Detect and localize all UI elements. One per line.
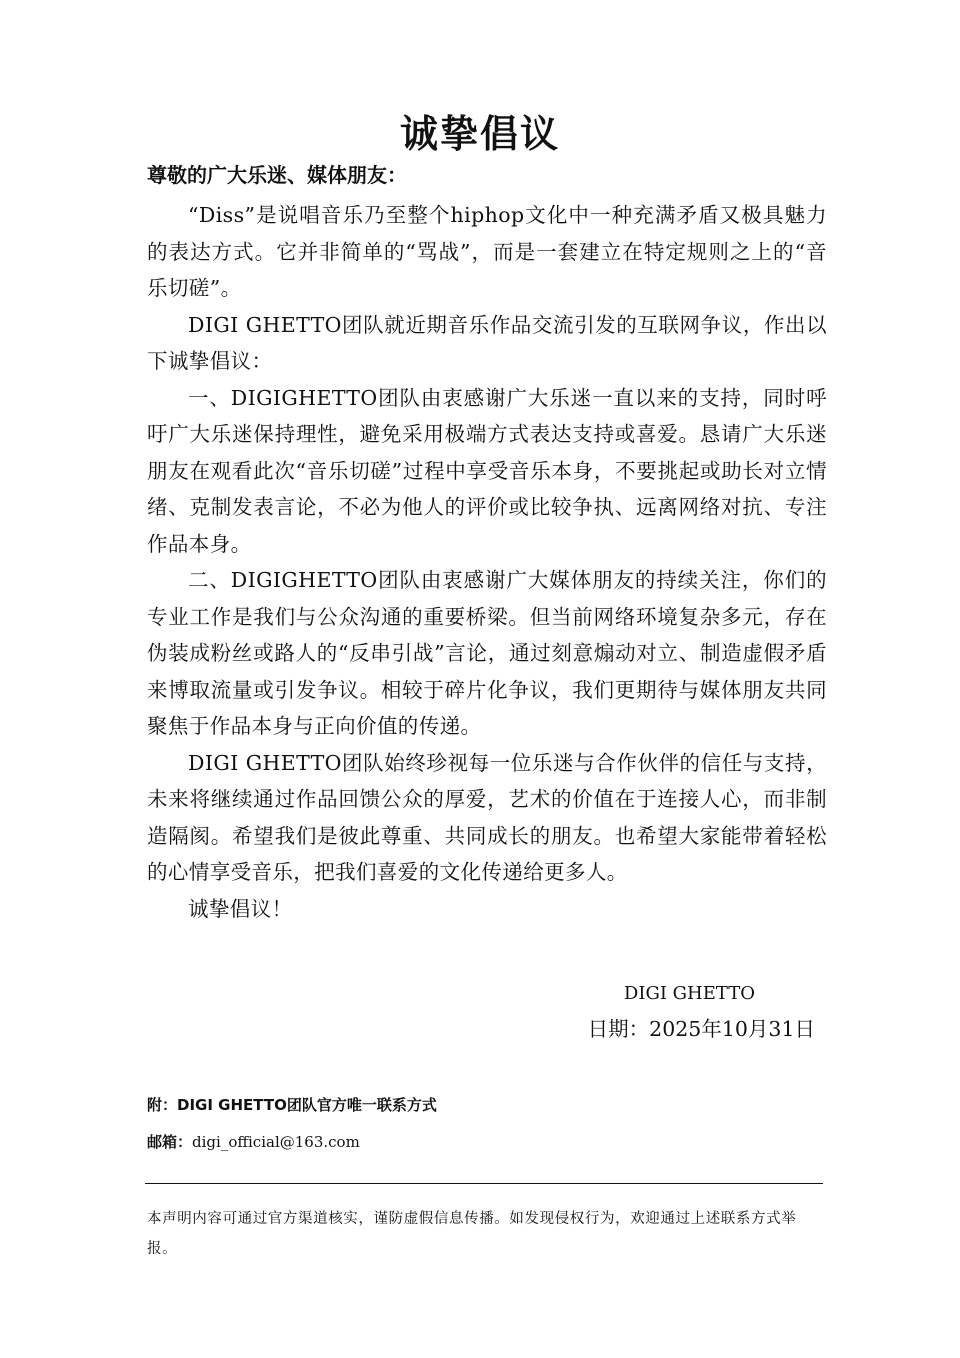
footer-divider xyxy=(145,1183,823,1184)
paragraph-closing: DIGI GHETTO团队始终珍视每一位乐迷与合作伙伴的信任与支持，未来将继续通过作品回馈公众的厚爱，艺术的价值在于连接人心，而非制造隔阂。希望我们是彼此尊重、共同成长的朋友。也希望大家能带着轻松的心情享受音乐，把我们喜爱的文化传递给更多人。 xyxy=(147,750,827,884)
paragraph-sign-off: 诚挚倡议！ xyxy=(188,896,293,921)
paragraph-point-one: 一、DIGIGHETTO团队由衷感谢广大乐迷一直以来的支持，同时呼吁广大乐迷保持理性，避免采用极端方式表达支持或喜爱。恳请广大乐迷朋友在观看此次“音乐切磋”过程中享受音乐本身，不要挑起或助长对立情绪、克制发表言论，不必为他人的评价或比较争执、远离网络对抗、专注作品本身。 xyxy=(147,385,827,556)
paragraph-point-two: 二、DIGIGHETTO团队由衷感谢广大媒体朋友的持续关注，你们的专业工作是我们与公众沟通的重要桥梁。但当前网络环境复杂多元，存在伪装成粉丝或路人的“反串引战”言论，通过刻意煽动对立、制造虚假矛盾来博取流量或引发争议。相较于碎片化争议，我们更期待与媒体朋友共同聚焦于作品本身与正向价值的传递。 xyxy=(147,568,827,738)
footer-note: 本声明内容可通过官方渠道核实，谨防虚假信息传播。如发现侵权行为，欢迎通过上述联系方式举报。 xyxy=(147,1211,797,1257)
signature: DIGI GHETTO xyxy=(623,983,755,1004)
document-title: 诚挚倡议 xyxy=(399,112,560,156)
email-line xyxy=(147,1130,360,1154)
paragraph-statement: DIGI GHETTO团队就近期音乐作品交流引发的互联网争议，作出以下诚挚倡议： xyxy=(147,312,827,373)
email-address: digi_official@163.com xyxy=(192,1133,360,1151)
paragraph-intro: “Diss”是说唱音乐乃至整个hiphop文化中一种充满矛盾又极具魅力的表达方式。它并非简单的“骂战”，而是一套建立在特定规则之上的“音乐切磋”。 xyxy=(147,203,827,300)
appendix-contact: 附：DIGI GHETTO团队官方唯一联系方式 xyxy=(147,1096,437,1114)
email-label: 邮箱： xyxy=(147,1133,193,1151)
body-text xyxy=(147,197,827,927)
salutation: 尊敬的广大乐迷、媒体朋友： xyxy=(147,163,407,187)
date: 日期：2025年10月31日 xyxy=(587,1017,815,1041)
